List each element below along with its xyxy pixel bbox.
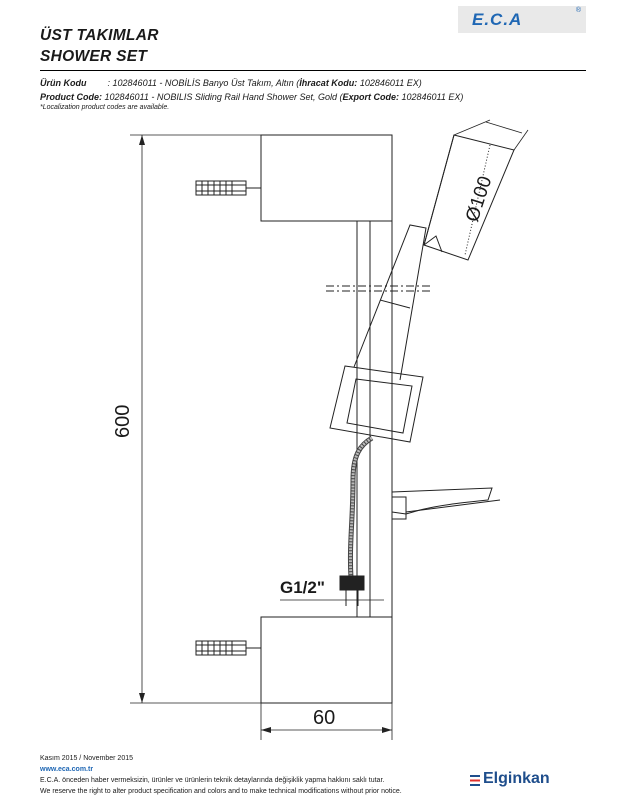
width-label: 60 [313, 707, 336, 729]
product-code-en-label: Product Code: [40, 92, 102, 102]
product-code-tr-label: Ürün Kodu [40, 78, 87, 88]
export-code-tr-value: 102846011 EX) [357, 78, 422, 88]
bottom-wall-anchor [196, 641, 261, 655]
footer-date: Kasım 2015 / November 2015 [40, 755, 133, 762]
product-code-tr-value: : 102846011 - NOBİLİS Banyo Üst Takım, Altın ( [107, 78, 300, 88]
title-english: SHOWER SET [40, 48, 148, 65]
title-turkish: ÜST TAKIMLAR [40, 27, 159, 44]
soap-dish [392, 488, 500, 519]
thread-label: G1/2" [280, 578, 325, 597]
localization-note: *Localization product codes are available. [40, 104, 170, 111]
footer-disclaimer-tr: E.C.A. önceden haber vermeksizin, ürünler ve ürünlerin teknik detaylarında değişiklik yapma hakkını saklı tutar. [40, 777, 385, 784]
export-code-en-label: Export Code: [342, 92, 399, 102]
height-label: 600 [112, 404, 134, 438]
export-code-en-value: 102846011 EX) [398, 92, 464, 102]
hose-nut [340, 576, 364, 590]
registered-mark: ® [575, 7, 581, 14]
footer-website[interactable]: www.eca.com.tr [40, 766, 94, 773]
elginkan-brand: Elginkan [483, 770, 550, 787]
sliding-rail [357, 221, 392, 617]
diameter-label: Ø100 [462, 173, 497, 225]
elginkan-logo-icon [470, 775, 480, 786]
top-bracket [261, 135, 392, 221]
logo-text: E.C.A [472, 10, 523, 29]
export-code-tr-label: İhracat Kodu: [299, 78, 358, 88]
top-wall-anchor [196, 181, 261, 195]
footer-disclaimer-en: We reserve the right to alter product specification and colors and to make technical modifications without prior notice. [40, 788, 402, 795]
bottom-bracket [261, 617, 392, 703]
product-code-en-value: 102846011 - NOBILIS Sliding Rail Hand Shower Set, Gold ( [102, 92, 343, 102]
